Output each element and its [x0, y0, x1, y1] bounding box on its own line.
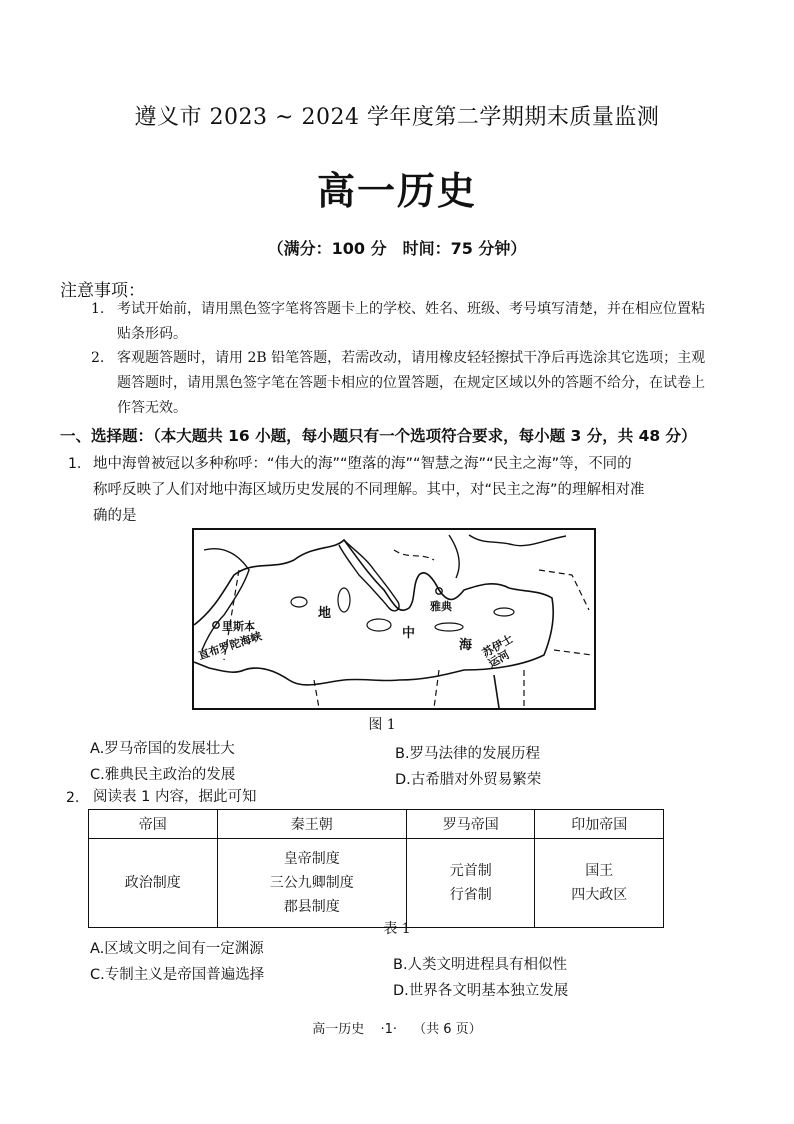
- cell-line: 三公九卿制度: [269, 875, 354, 891]
- island: [338, 588, 350, 612]
- option-c[interactable]: C.雅典民主政治的发展: [90, 767, 236, 783]
- footer-page-number: ·1·: [380, 1022, 397, 1037]
- notice-item-text: 考试开始前，请用黑色签字笔将答题卡上的学校、姓名、班级、考号填写清楚，并在相应位置粘贴条形码。: [117, 301, 705, 342]
- table-row: [89, 839, 664, 928]
- border-line: [554, 650, 592, 655]
- island: [494, 608, 514, 616]
- comparison-table: [88, 809, 664, 928]
- question-line: 称呼反映了人们对地中海区域历史发展的不同理解。其中，对“民主之海”的理解相对准: [93, 482, 645, 498]
- section-heading: 一、选择题：（本大题共 16 小题，每小题只有一个选项符合要求，每小题 3 分，共 48 分）: [60, 427, 697, 445]
- exam-title: 遵义市 2023 ~ 2024 学年度第二学期期末质量监测: [134, 105, 660, 130]
- page-footer: [0, 1018, 794, 1037]
- footer-total-pages: （共 6 页）: [413, 1022, 482, 1037]
- table-header-cell: 罗马帝国: [406, 810, 535, 839]
- map-label-suez: 苏伊士运河: [480, 632, 516, 671]
- notice-item: [91, 346, 715, 421]
- option-d[interactable]: D.古希腊对外贸易繁荣: [395, 772, 542, 788]
- map-label-sea: 地: [318, 606, 332, 621]
- notice-item: [91, 297, 715, 347]
- island: [291, 597, 307, 607]
- island: [367, 619, 391, 631]
- mediterranean-map: [192, 528, 596, 710]
- table-header-row: [89, 810, 664, 839]
- map-label-sea: 海: [459, 638, 473, 653]
- option-a[interactable]: A.罗马帝国的发展壮大: [90, 741, 235, 757]
- footer-subject: 高一历史: [312, 1022, 365, 1037]
- notice-item-number: 2.: [91, 350, 105, 366]
- question-1-text: [93, 451, 713, 529]
- figure-caption: [0, 714, 794, 734]
- option-b[interactable]: B.人类文明进程具有相似性: [393, 957, 568, 973]
- island: [435, 623, 463, 631]
- cell-line: 元首制: [449, 863, 492, 879]
- notice-item-number: 1.: [91, 301, 105, 317]
- cell-line: 四大政区: [571, 887, 628, 903]
- question-2-number: 2.: [66, 790, 80, 806]
- option-b[interactable]: B.罗马法律的发展历程: [395, 746, 541, 762]
- border-line: [394, 550, 434, 560]
- table-caption: 表 1: [383, 921, 411, 937]
- table-header-cell: 帝国: [89, 810, 218, 839]
- nile-line: [494, 675, 499, 708]
- option-c[interactable]: C.专制主义是帝国普遍选择: [90, 967, 265, 983]
- table-cell-inca: [535, 839, 664, 928]
- notice-item-text: 客观题答题时，请用 2B 铅笔答题，若需改动，请用橡皮轻轻擦拭干净后再选涂其它选项；主观题答题时，请用黑色签字笔在答题卡相应的位置答题，在规定区域以外的答题不给分，在试卷上作答无效。: [117, 350, 706, 416]
- cell-line: 国王: [585, 863, 614, 879]
- question-1-number: 1.: [68, 456, 82, 472]
- map-label-sea: 中: [402, 626, 416, 641]
- question-line: 地中海曾被冠以多种称呼：“伟大的海”“堕落的海”“智慧之海”“民主之海”等，不同的: [93, 456, 632, 472]
- option-a[interactable]: A.区域文明之间有一定渊源: [90, 941, 264, 957]
- table-cell-qin: [217, 839, 406, 928]
- table-cell-rome: [406, 839, 535, 928]
- question-2-text: 阅读表 1 内容，据此可知: [93, 789, 257, 805]
- table-row-label: 政治制度: [89, 839, 218, 928]
- score-time-line: （满分：100 分 时间：75 分钟）: [267, 239, 527, 258]
- notice-heading: 注意事项：: [60, 281, 145, 301]
- cell-line: 郡县制度: [283, 899, 340, 915]
- table-header-cell: 秦王朝: [217, 810, 406, 839]
- table-header-cell: 印加帝国: [535, 810, 664, 839]
- question-line: 确的是: [93, 508, 137, 524]
- cell-line: 皇帝制度: [283, 851, 340, 867]
- border-line: [539, 570, 589, 610]
- map-label-athens: 雅典: [430, 600, 452, 613]
- option-d[interactable]: D.世界各文明基本独立发展: [393, 983, 569, 999]
- black-sea-edge: [449, 535, 566, 578]
- subject-title: 高一历史: [316, 169, 477, 213]
- cell-line: 行省制: [449, 887, 492, 903]
- map-label-gibraltar: 直布罗陀海峡: [196, 629, 264, 663]
- figure-caption-text: 图 1: [368, 717, 396, 733]
- map-label-lisbon: 里斯本: [222, 620, 255, 633]
